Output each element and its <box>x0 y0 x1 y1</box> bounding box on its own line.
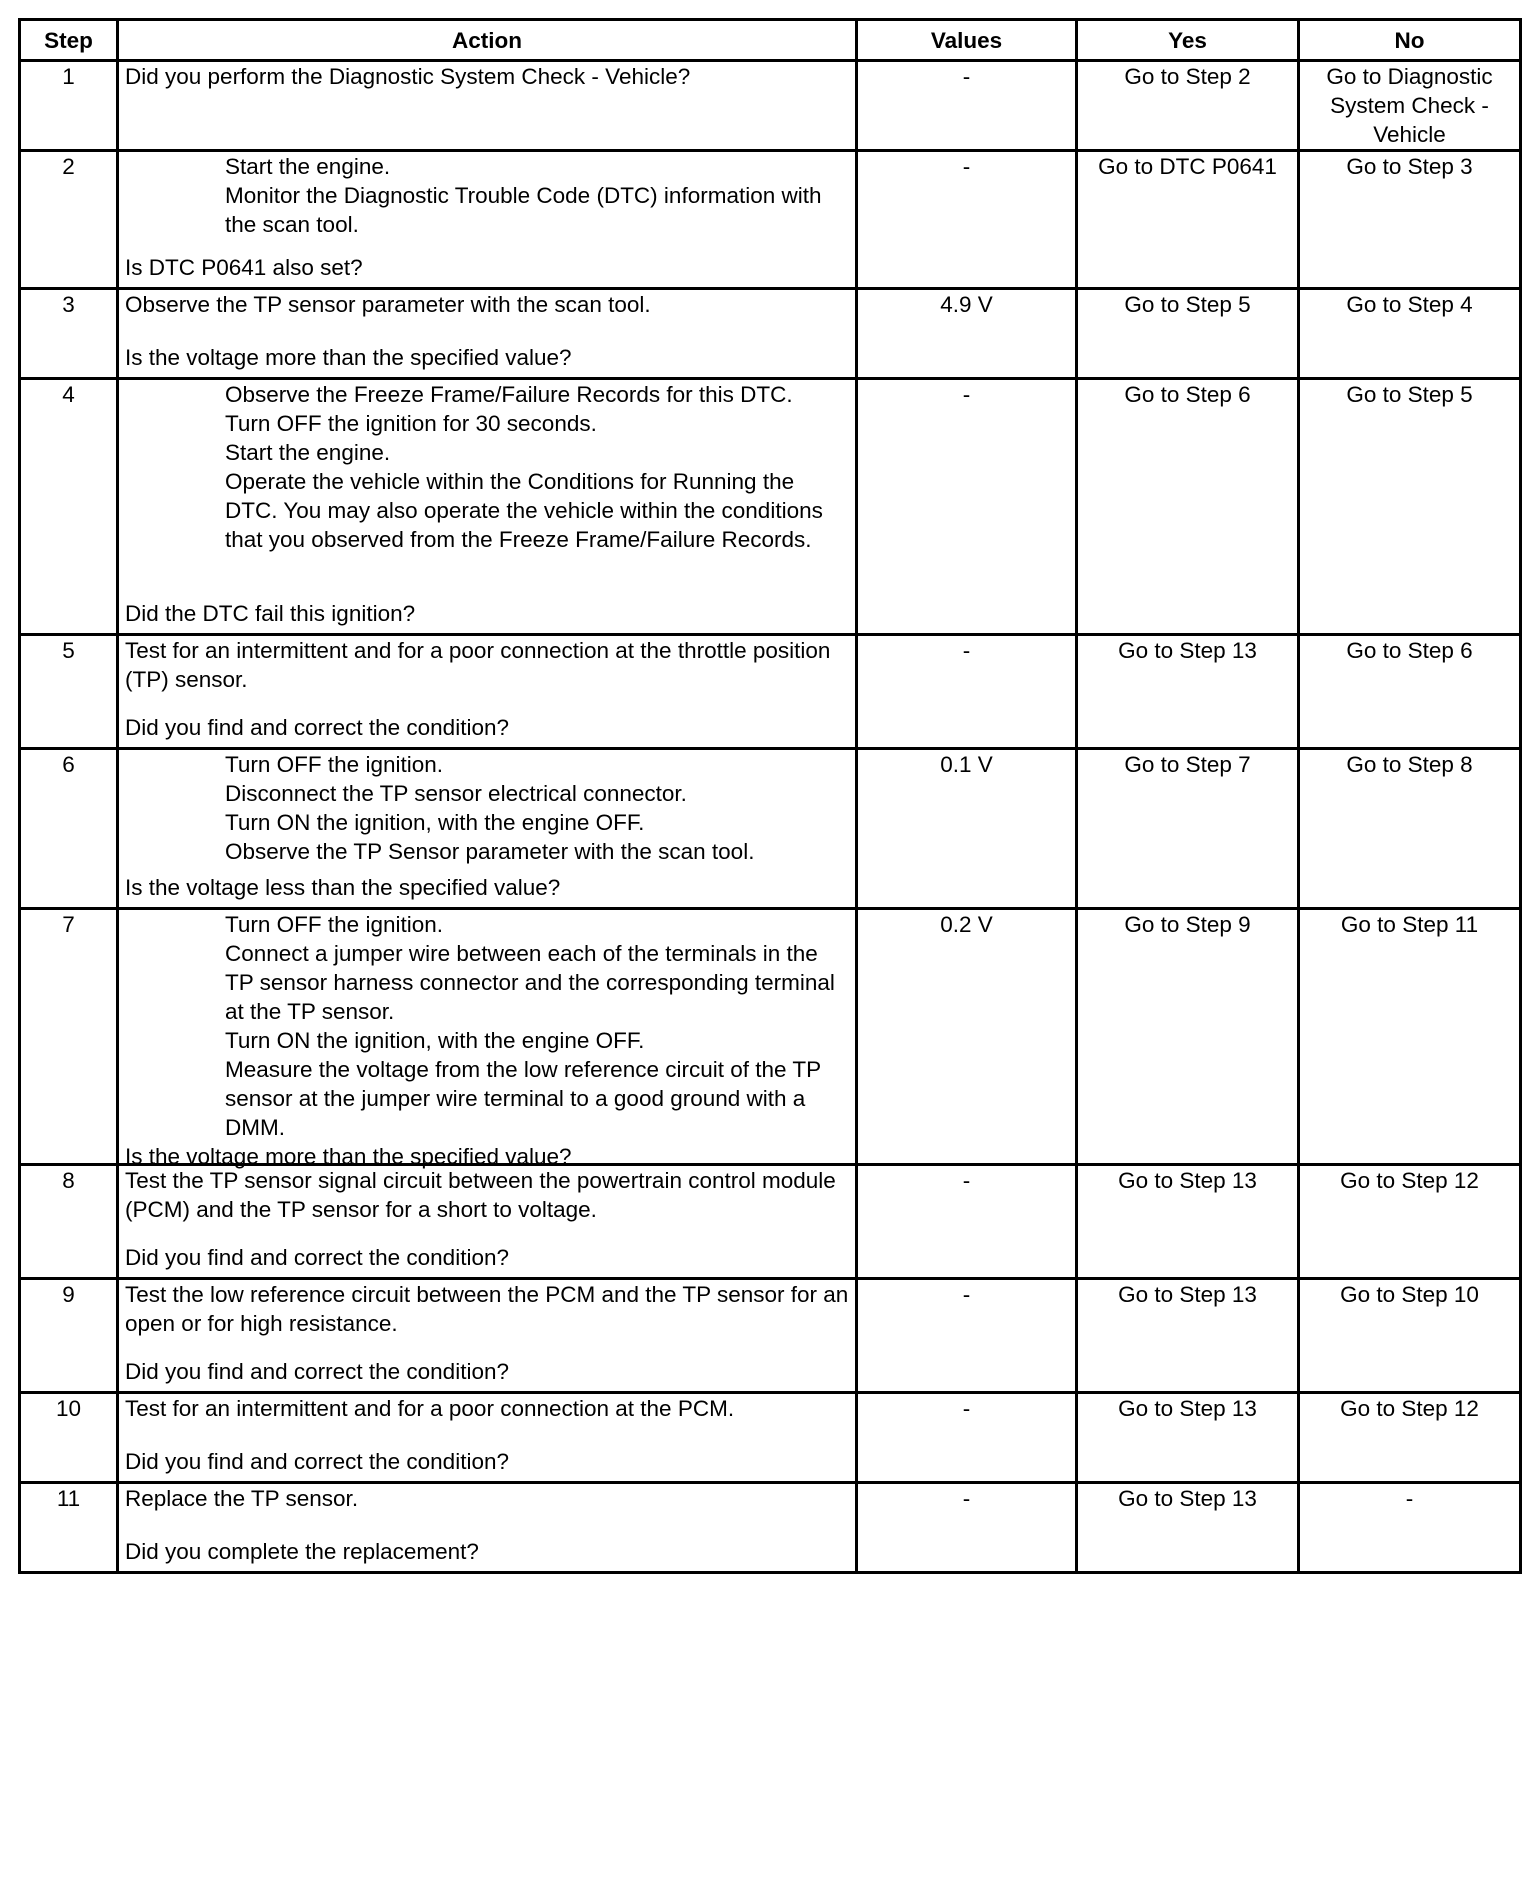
header-step: Step <box>20 20 118 61</box>
action-question: Did you find and correct the condition? <box>125 1449 509 1474</box>
no-cell: Go to Step 11 <box>1299 909 1521 1165</box>
step-number: 6 <box>20 749 118 909</box>
table-row <box>20 909 1521 1165</box>
action-cell <box>118 1483 857 1573</box>
step-number: 3 <box>20 289 118 379</box>
yes-cell: Go to Step 13 <box>1077 1165 1299 1279</box>
step-number: 10 <box>20 1393 118 1483</box>
instruction-item: Turn OFF the ignition. <box>225 752 444 777</box>
action-cell <box>118 1165 857 1279</box>
instruction-item: Connect a jumper wire between each of the terminals in the TP sensor harness connector and the corresponding terminal at the TP sensor. <box>225 941 842 1024</box>
yes-cell: Go to Step 7 <box>1077 749 1299 909</box>
action-content <box>125 1280 849 1386</box>
header-values: Values <box>857 20 1077 61</box>
action-content <box>125 1166 849 1272</box>
action-instructions <box>125 910 849 1142</box>
yes-cell: Go to DTC P0641 <box>1077 151 1299 289</box>
instruction-item: Observe the Freeze Frame/Failure Records for this DTC. <box>225 382 793 407</box>
step-number: 2 <box>20 151 118 289</box>
step-number: 4 <box>20 379 118 635</box>
diagnostic-table <box>18 18 1522 1574</box>
action-instructions <box>125 62 849 91</box>
instruction-item: Turn OFF the ignition for 30 seconds. <box>225 411 597 436</box>
header-action: Action <box>118 20 857 61</box>
action-cell <box>118 1279 857 1393</box>
action-text: Test for an intermittent and for a poor connection at the PCM. <box>125 1396 735 1421</box>
no-cell: Go to Step 10 <box>1299 1279 1521 1393</box>
step-number: 1 <box>20 61 118 151</box>
action-text: Replace the TP sensor. <box>125 1486 359 1511</box>
instruction-item: Observe the TP Sensor parameter with the scan tool. <box>225 839 755 864</box>
no-cell: Go to Diagnostic System Check - Vehicle <box>1299 61 1521 151</box>
action-instructions <box>125 380 849 554</box>
no-cell: Go to Step 3 <box>1299 151 1521 289</box>
no-cell: Go to Step 12 <box>1299 1165 1521 1279</box>
instruction-item: Turn ON the ignition, with the engine OFF. <box>225 810 645 835</box>
action-question: Is the voltage more than the specified value? <box>125 1144 572 1169</box>
action-content <box>125 290 849 372</box>
action-content <box>125 380 849 628</box>
value-cell: - <box>857 379 1077 635</box>
action-instructions <box>125 1280 849 1338</box>
yes-cell: Go to Step 2 <box>1077 61 1299 151</box>
header-row <box>20 20 1521 61</box>
instruction-list <box>125 152 849 239</box>
value-cell: - <box>857 635 1077 749</box>
instruction-list <box>125 380 849 554</box>
value-cell: - <box>857 151 1077 289</box>
action-question: Did you complete the replacement? <box>125 1539 479 1564</box>
action-instructions <box>125 636 849 694</box>
action-question: Did the DTC fail this ignition? <box>125 601 416 626</box>
no-cell: Go to Step 4 <box>1299 289 1521 379</box>
action-content <box>125 910 849 1169</box>
table-row <box>20 1393 1521 1483</box>
step-number: 9 <box>20 1279 118 1393</box>
step-number: 7 <box>20 909 118 1165</box>
action-instructions <box>125 1484 849 1513</box>
header-no: No <box>1299 20 1521 61</box>
action-text: Test for an intermittent and for a poor connection at the throttle position (TP) sensor. <box>125 638 831 692</box>
action-cell <box>118 61 857 151</box>
value-cell: - <box>857 1165 1077 1279</box>
instruction-item: Operate the vehicle within the Conditions for Running the DTC. You may also operate the vehicle within the conditions that you observed from the Freeze Frame/Failure Records. <box>225 469 830 552</box>
yes-cell: Go to Step 5 <box>1077 289 1299 379</box>
value-cell: - <box>857 61 1077 151</box>
action-content <box>125 152 849 282</box>
step-number: 11 <box>20 1483 118 1573</box>
action-cell <box>118 635 857 749</box>
instruction-item: Turn OFF the ignition. <box>225 912 444 937</box>
action-cell <box>118 1393 857 1483</box>
no-cell: Go to Step 5 <box>1299 379 1521 635</box>
action-content <box>125 1394 849 1476</box>
table-row <box>20 749 1521 909</box>
action-content <box>125 1484 849 1566</box>
action-content <box>125 750 849 902</box>
action-cell <box>118 289 857 379</box>
table-row <box>20 635 1521 749</box>
action-question: Did you find and correct the condition? <box>125 1245 509 1270</box>
value-cell: - <box>857 1483 1077 1573</box>
instruction-item: Start the engine. <box>225 440 391 465</box>
action-question: Is the voltage more than the specified value? <box>125 345 572 370</box>
value-cell: - <box>857 1393 1077 1483</box>
instruction-item: Disconnect the TP sensor electrical connector. <box>225 781 687 806</box>
yes-cell: Go to Step 13 <box>1077 1393 1299 1483</box>
action-instructions <box>125 1394 849 1423</box>
step-number: 8 <box>20 1165 118 1279</box>
instruction-list <box>125 750 849 866</box>
yes-cell: Go to Step 13 <box>1077 1483 1299 1573</box>
instruction-item: Monitor the Diagnostic Trouble Code (DTC) information with the scan tool. <box>225 183 828 237</box>
action-instructions <box>125 290 849 319</box>
table-row <box>20 289 1521 379</box>
action-text: Test the low reference circuit between the PCM and the TP sensor for an open or for high resistance. <box>125 1282 849 1336</box>
action-text: Test the TP sensor signal circuit between the powertrain control module (PCM) and the TP sensor for a short to voltage. <box>125 1168 836 1222</box>
action-text: Observe the TP sensor parameter with the scan tool. <box>125 292 651 317</box>
instruction-item: Start the engine. <box>225 154 391 179</box>
action-cell <box>118 749 857 909</box>
table-row <box>20 1165 1521 1279</box>
yes-cell: Go to Step 6 <box>1077 379 1299 635</box>
action-cell <box>118 151 857 289</box>
value-cell: - <box>857 1279 1077 1393</box>
no-cell: Go to Step 8 <box>1299 749 1521 909</box>
table-row <box>20 379 1521 635</box>
action-question: Is DTC P0641 also set? <box>125 255 363 280</box>
value-cell: 0.1 V <box>857 749 1077 909</box>
action-cell <box>118 909 857 1169</box>
instruction-item: Measure the voltage from the low reference circuit of the TP sensor at the jumper wire terminal to a good ground with a DMM. <box>225 1057 827 1140</box>
action-question: Did you find and correct the condition? <box>125 715 509 740</box>
action-instructions <box>125 1166 849 1224</box>
action-instructions <box>125 152 849 239</box>
yes-cell: Go to Step 13 <box>1077 635 1299 749</box>
action-content <box>125 62 849 132</box>
yes-cell: Go to Step 13 <box>1077 1279 1299 1393</box>
action-content <box>125 636 849 742</box>
table-row <box>20 1483 1521 1573</box>
instruction-list <box>125 910 849 1142</box>
no-cell: - <box>1299 1483 1521 1573</box>
action-cell <box>118 379 857 635</box>
instruction-item: Turn ON the ignition, with the engine OFF. <box>225 1028 645 1053</box>
action-text: Did you perform the Diagnostic System Check - Vehicle? <box>125 64 691 89</box>
yes-cell: Go to Step 9 <box>1077 909 1299 1165</box>
table-row <box>20 61 1521 151</box>
no-cell: Go to Step 6 <box>1299 635 1521 749</box>
action-instructions <box>125 750 849 866</box>
action-question: Did you find and correct the condition? <box>125 1359 509 1384</box>
table-row <box>20 1279 1521 1393</box>
step-number: 5 <box>20 635 118 749</box>
header-yes: Yes <box>1077 20 1299 61</box>
table-row <box>20 151 1521 289</box>
table-body <box>20 61 1521 1573</box>
value-cell: 0.2 V <box>857 909 1077 1165</box>
no-cell: Go to Step 12 <box>1299 1393 1521 1483</box>
action-question: Is the voltage less than the specified value? <box>125 875 561 900</box>
value-cell: 4.9 V <box>857 289 1077 379</box>
